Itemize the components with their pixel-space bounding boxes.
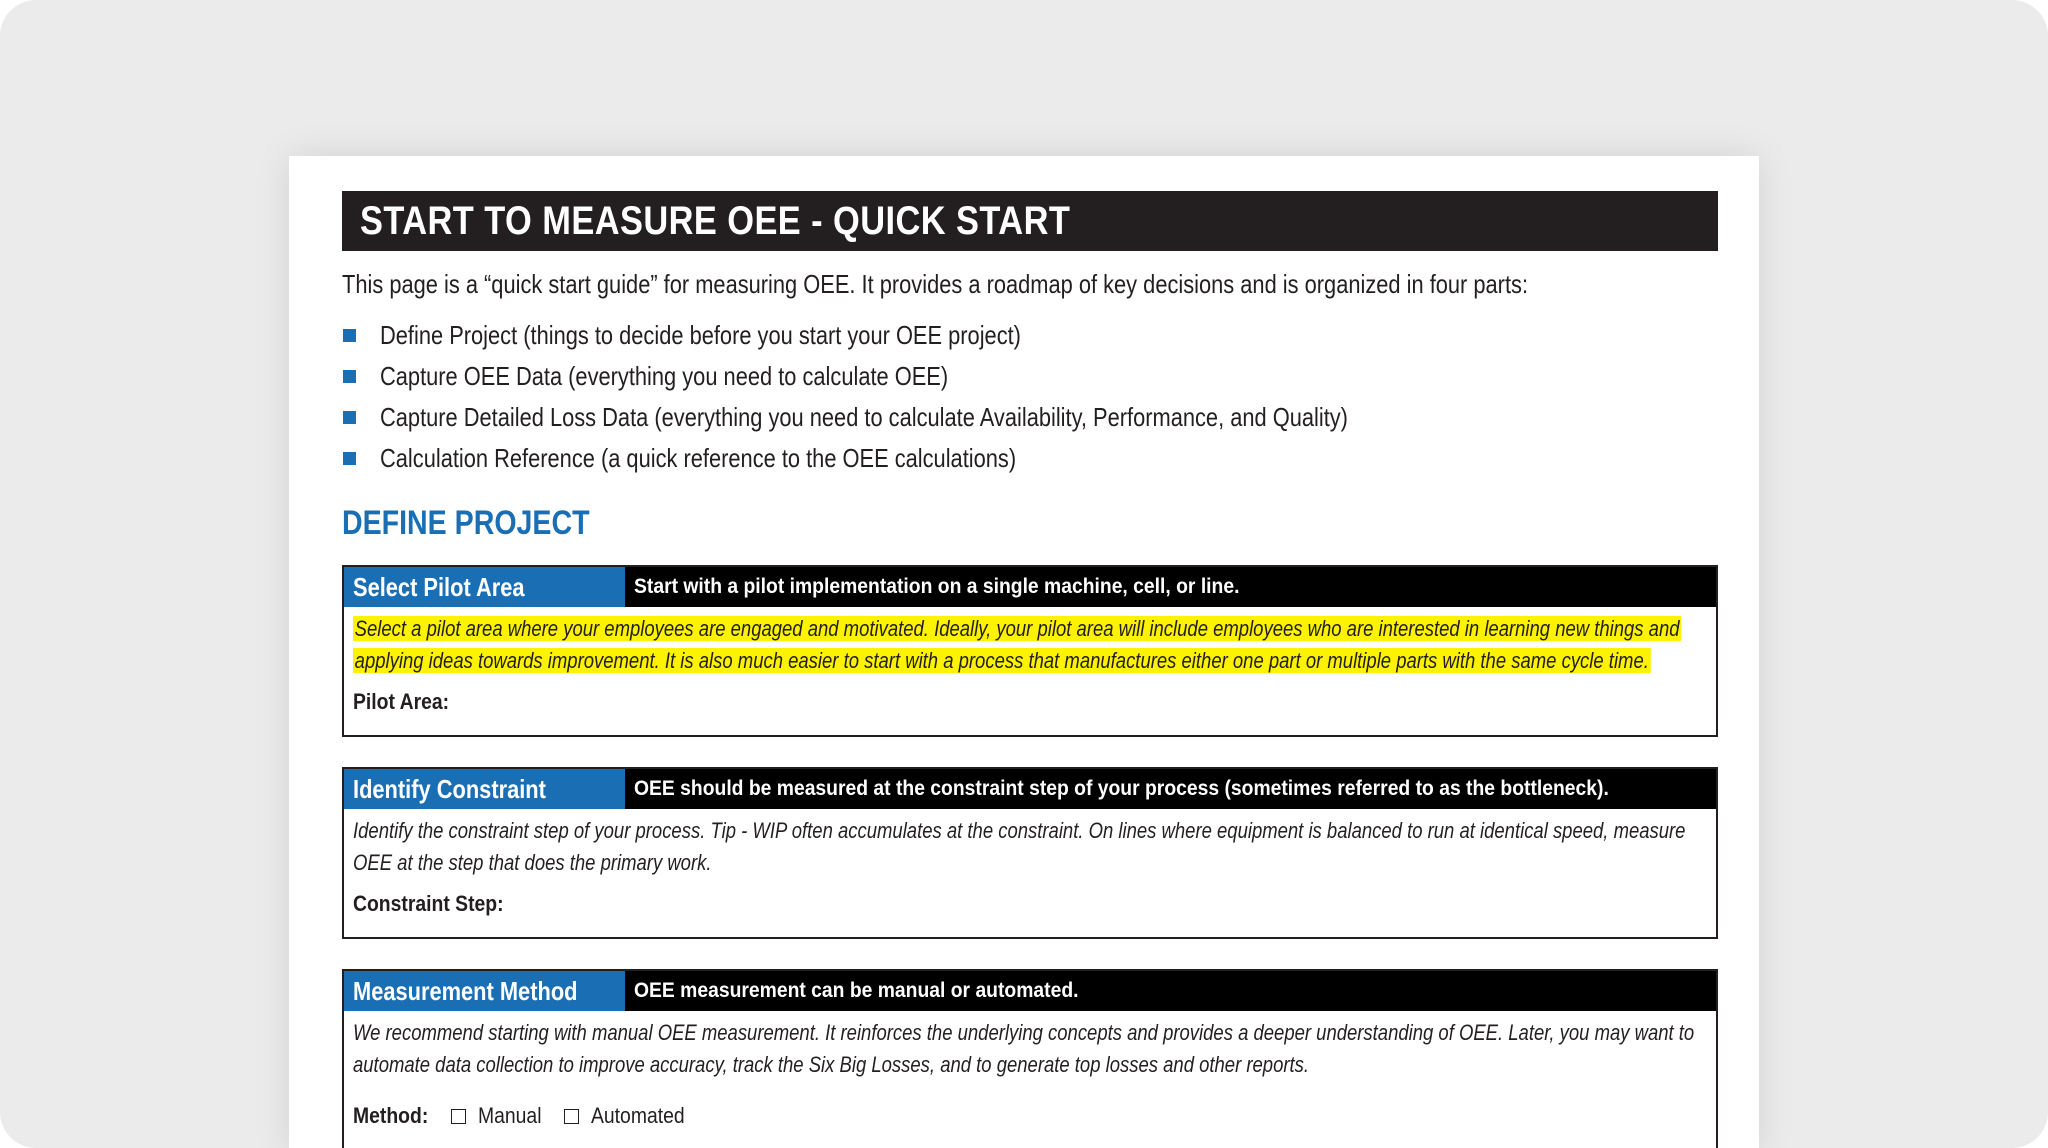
guidance-line: Identify the constraint step of your process. Tip - WIP often accumulates at the constraint. On lines where equipment is balanced to run at identical speed, measure: [353, 818, 1686, 843]
bullet-square-icon: [343, 411, 356, 424]
document-page: [289, 156, 1759, 1148]
option-label: Automated: [590, 1103, 685, 1128]
box-body: [344, 607, 1716, 715]
box-description-text: OEE should be measured at the constraint step of your process (sometimes referred to as the bottleneck).: [634, 777, 1609, 800]
field-label: Constraint Step:: [353, 891, 504, 916]
list-item-text: Calculation Reference (a quick reference to the OEE calculations): [380, 443, 1017, 473]
automated-checkbox[interactable]: [564, 1109, 579, 1124]
box-guidance: [353, 815, 1707, 879]
list-item: [342, 438, 1532, 479]
pilot-area-field[interactable]: [353, 689, 1707, 715]
page-title: START TO MEASURE OEE - QUICK START: [360, 198, 1071, 243]
box-label-text: Measurement Method: [353, 975, 578, 1006]
field-label: Pilot Area:: [353, 689, 450, 714]
method-field: [353, 1103, 1707, 1129]
highlighted-text: Select a pilot area where your employees are engaged and motivated. Ideally, your pilot area will include employees who are interested in learning new things and: [354, 616, 1680, 641]
box-description-text: OEE measurement can be manual or automated.: [634, 979, 1079, 1002]
section-heading-text: DEFINE PROJECT: [342, 504, 590, 542]
list-item-text: Define Project (things to decide before you start your OEE project): [380, 320, 1021, 350]
manual-checkbox[interactable]: [451, 1109, 466, 1124]
page-title-bar: [342, 191, 1718, 251]
box-description: [625, 769, 1716, 809]
list-item: [342, 315, 1532, 356]
box-guidance: [353, 1017, 1707, 1081]
pilot-area-box: [342, 565, 1718, 737]
box-guidance: [353, 613, 1707, 677]
intro-text: This page is a “quick start guide” for measuring OEE. It provides a roadmap of key decisions and is organized in four parts:: [342, 269, 1529, 299]
guidance-line: automate data collection to improve accuracy, track the Six Big Losses, and to generate top losses and other reports.: [353, 1052, 1310, 1077]
intro-paragraph: [342, 269, 1754, 300]
box-description: [625, 971, 1716, 1011]
constraint-box: [342, 767, 1718, 939]
list-item: [342, 397, 1532, 438]
list-item-text: Capture Detailed Loss Data (everything you need to calculate Availability, Performance, and Quality): [380, 402, 1348, 432]
bullet-square-icon: [343, 452, 356, 465]
parts-list: [342, 315, 1532, 479]
bullet-square-icon: [343, 329, 356, 342]
manual-option[interactable]: [451, 1103, 550, 1129]
guidance-line: [353, 613, 1680, 645]
guidance-line: [353, 645, 1649, 677]
option-label: Manual: [477, 1103, 542, 1128]
constraint-step-field[interactable]: [353, 891, 1707, 917]
section-heading: [342, 504, 637, 543]
automated-option[interactable]: [564, 1103, 697, 1129]
box-label-text: Identify Constraint: [353, 773, 546, 804]
box-label: [344, 769, 625, 809]
box-header: [344, 769, 1716, 809]
box-description-text: Start with a pilot implementation on a single machine, cell, or line.: [634, 575, 1240, 598]
list-item: [342, 356, 1532, 397]
box-description: [625, 567, 1716, 607]
box-header: [344, 971, 1716, 1011]
list-item-text: Capture OEE Data (everything you need to calculate OEE): [380, 361, 949, 391]
box-label: [344, 971, 625, 1011]
field-label: Method:: [353, 1103, 429, 1128]
guidance-line: We recommend starting with manual OEE measurement. It reinforces the underlying concepts and provides a deeper understanding of OEE. Later, you may want to: [353, 1020, 1695, 1045]
measurement-method-box: [342, 969, 1718, 1148]
highlighted-text: applying ideas towards improvement. It is also much easier to start with a process that manufactures either one part or multiple parts with the same cycle time.: [354, 648, 1649, 673]
bullet-square-icon: [343, 370, 356, 383]
box-body: [344, 809, 1716, 917]
box-label: [344, 567, 625, 607]
box-body: [344, 1011, 1716, 1129]
box-header: [344, 567, 1716, 607]
box-label-text: Select Pilot Area: [353, 571, 525, 602]
guidance-line: OEE at the step that does the primary work.: [353, 850, 712, 875]
